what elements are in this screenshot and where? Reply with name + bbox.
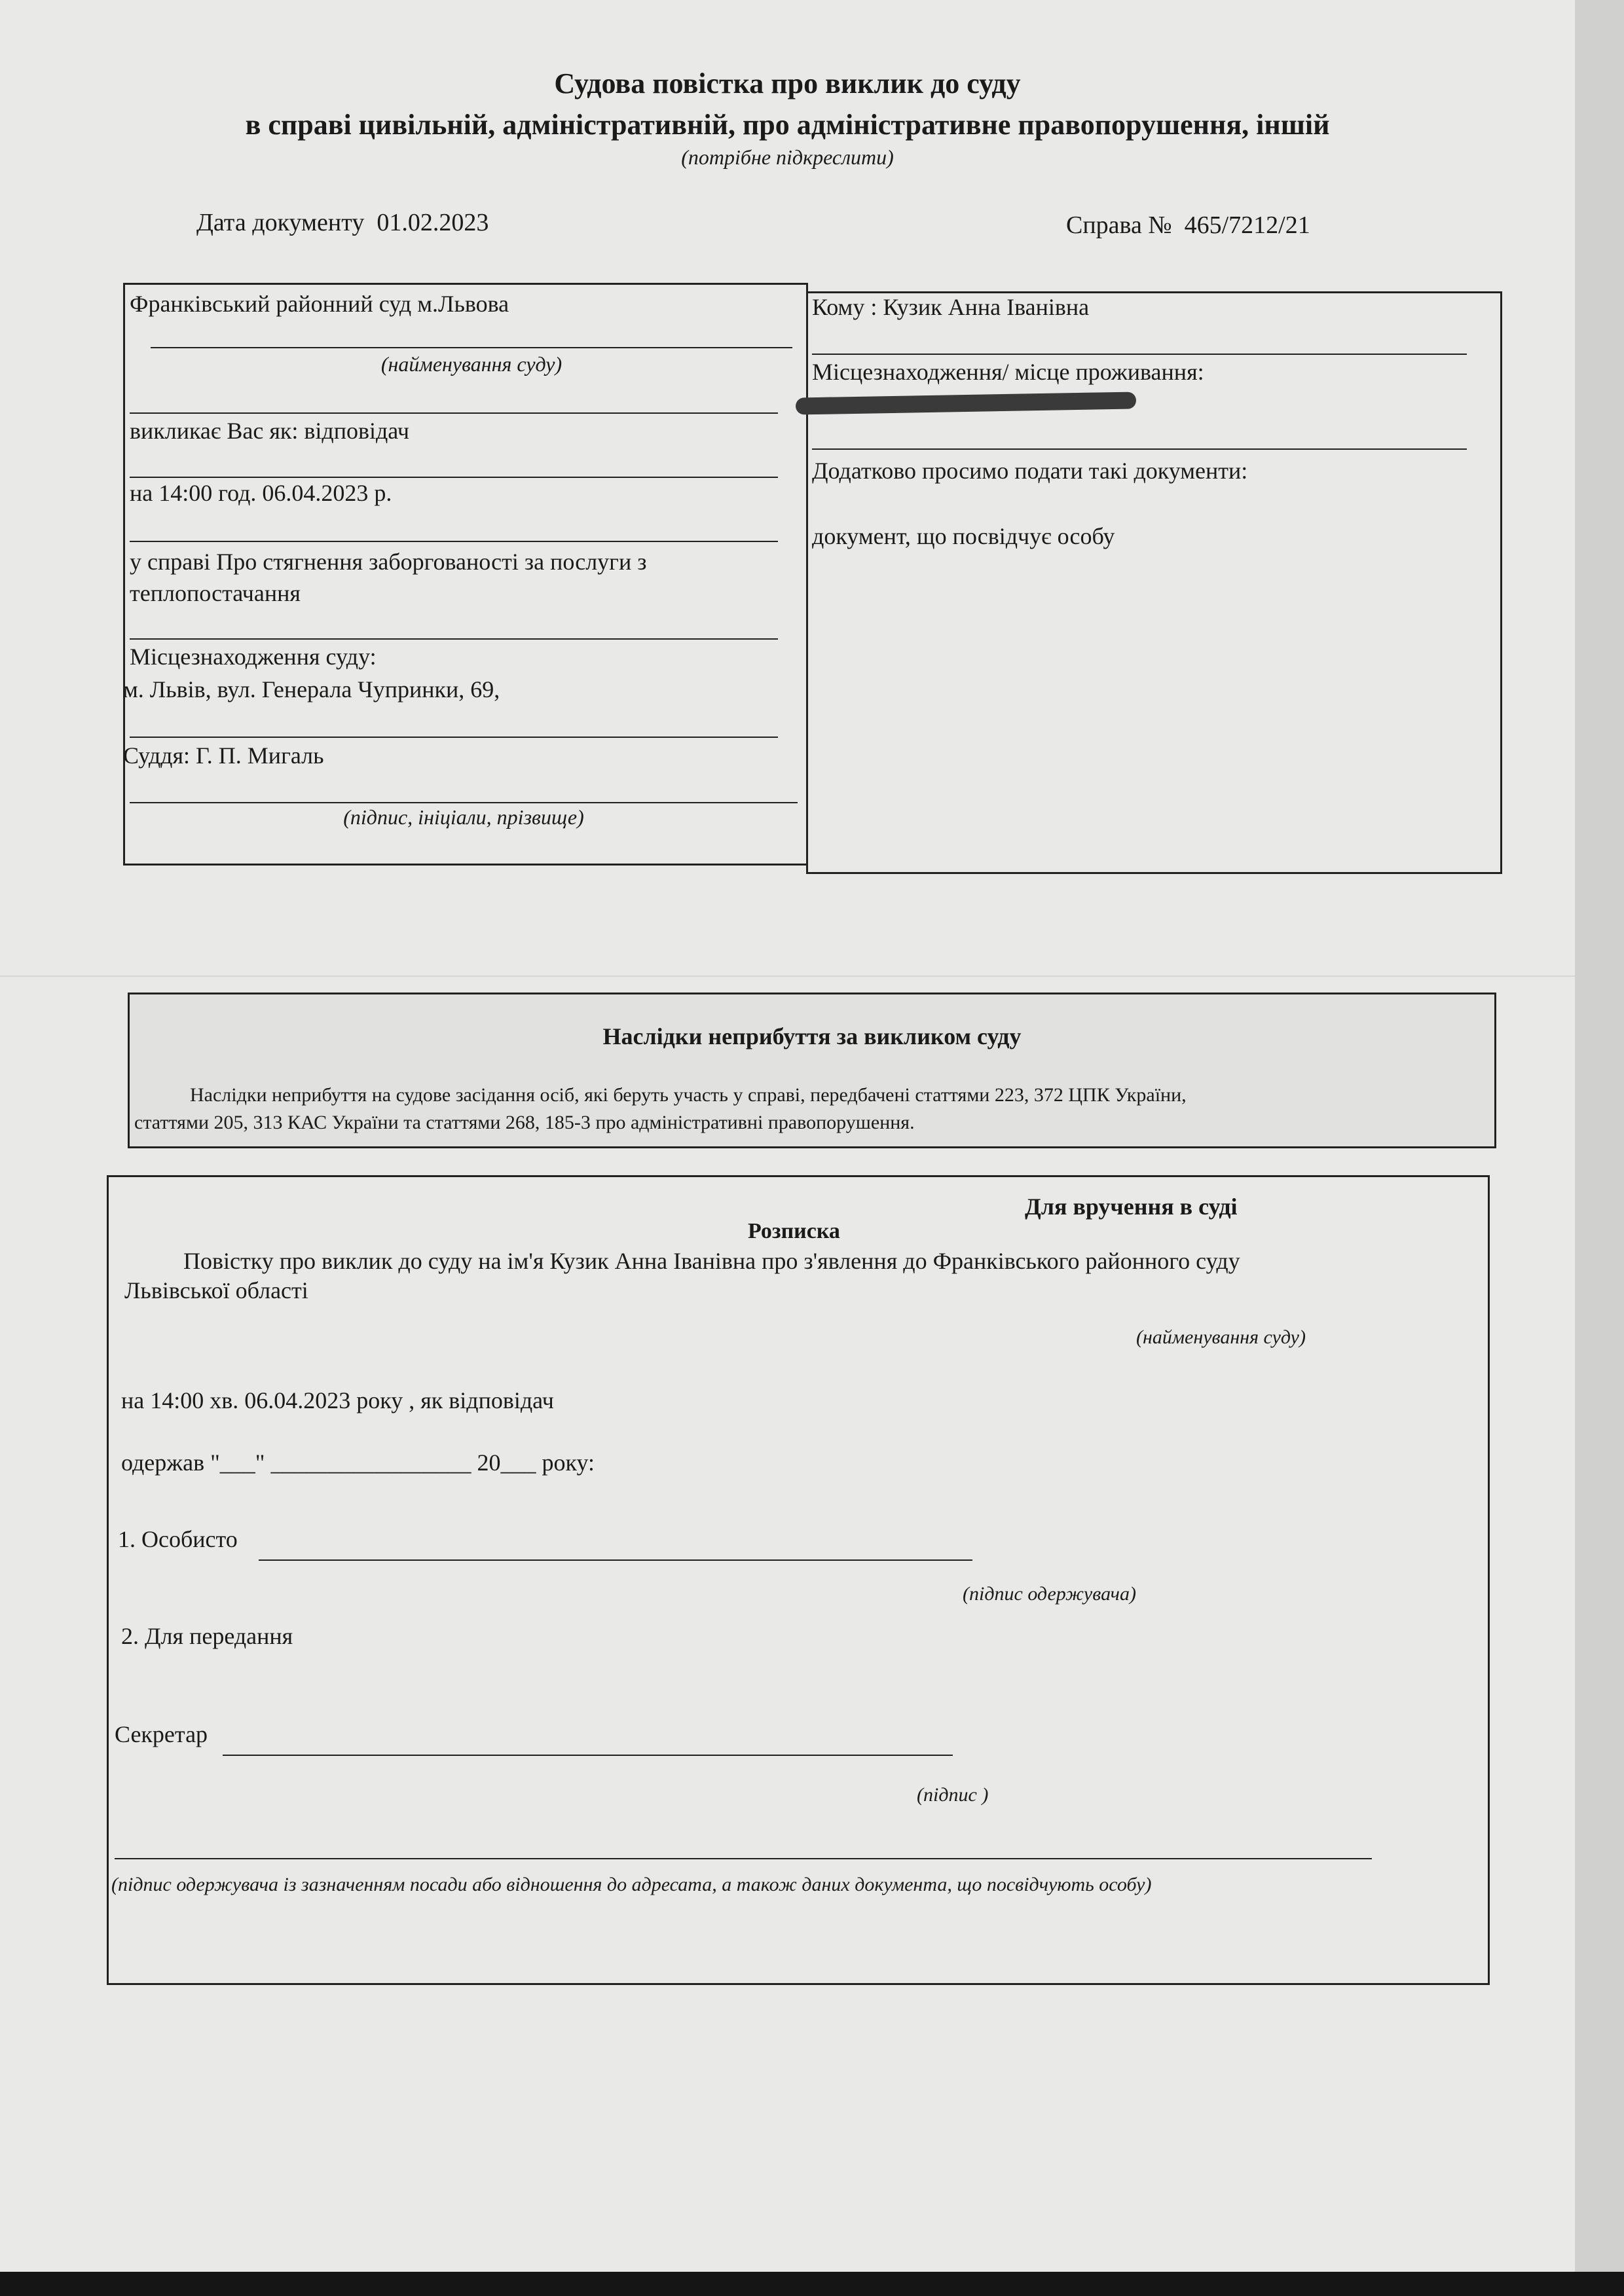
residence-label: Місцезнаходження/ місце проживання: [812,359,1204,385]
scan-border [0,2272,1624,2296]
page-edge [1575,0,1624,2296]
case-label: Справа № [1066,211,1172,239]
case-number [1066,211,1310,240]
receipt-received: одержав "___" _________________ 20___ року: [121,1449,595,1476]
case-matter: у справі Про стягнення заборгованості за послуги з теплопостачання [130,549,647,606]
personally-hint: (підпис одержувача) [963,1583,1136,1605]
date-value: 01.02.2023 [377,209,489,236]
hearing-time: на 14:00 год. 06.04.2023 р. [130,480,392,506]
court-location-label: Місцезнаходження суду: [130,644,377,670]
judge-signature-hint: (підпис, ініціали, прізвище) [343,805,584,829]
underline-note: (потрібне підкреслити) [681,145,894,169]
court-name: Франківський районний суд м.Львова [130,291,509,317]
recipient-signature-hint: (підпис одержувача із зазначенням посади або відношення до адресата, а також даних документа, що посвідчують особу) [111,1874,1152,1895]
transfer-label: 2. Для передання [121,1623,293,1649]
receipt-title: Розписка [748,1219,840,1243]
receipt-court-hint: (найменування суду) [1136,1326,1306,1348]
court-location-value: м. Львів, вул. Генерала Чупринки, 69, [123,676,500,702]
document-subtitle: в справі цивільній, адміністративній, про адміністративне правопорушення, іншій [245,109,1330,141]
document-date [196,208,489,237]
receipt-line1: Повістку про виклик до суду на ім'я Кузик Анна Іванівна про з'явлення до Франківського районного суду [183,1248,1240,1274]
receipt-box [107,1175,1490,1985]
secretary-label: Секретар [115,1721,208,1747]
consequences-text-line2: статтями 205, 313 КАС України та статтями 268, 185-3 про адміністративні правопорушення. [134,1112,915,1133]
court-name-hint: (найменування суду) [380,352,563,376]
consequences-text-line1: Наслідки неприбуття на судове засідання осіб, які беруть участь у справі, передбачені статтями 223, 372 ЦПК України, [190,1084,1187,1106]
documents-label: Додатково просимо подати такі документи: [812,458,1248,484]
judge: Суддя: Г. П. Мигаль [123,742,324,769]
recipient: Кому : Кузик Анна Іванівна [812,294,1090,320]
paper-fold [0,975,1575,977]
secretary-hint: (підпис ) [917,1784,989,1806]
document-title: Судова повістка про виклик до суду [554,67,1021,100]
date-label: Дата документу [196,209,365,236]
case-value: 465/7212/21 [1184,211,1310,239]
receipt-line2: Львівської області [124,1277,308,1303]
documents-value: документ, що посвідчує особу [812,523,1115,549]
consequences-title: Наслідки неприбуття за викликом суду [602,1023,1022,1049]
receipt-time: на 14:00 хв. 06.04.2023 року , як відповідач [121,1387,554,1413]
summoned-as: викликає Вас як: відповідач [130,418,409,444]
for-court-delivery: Для вручення в суді [1025,1194,1238,1220]
personally-label: 1. Особисто [118,1526,238,1552]
